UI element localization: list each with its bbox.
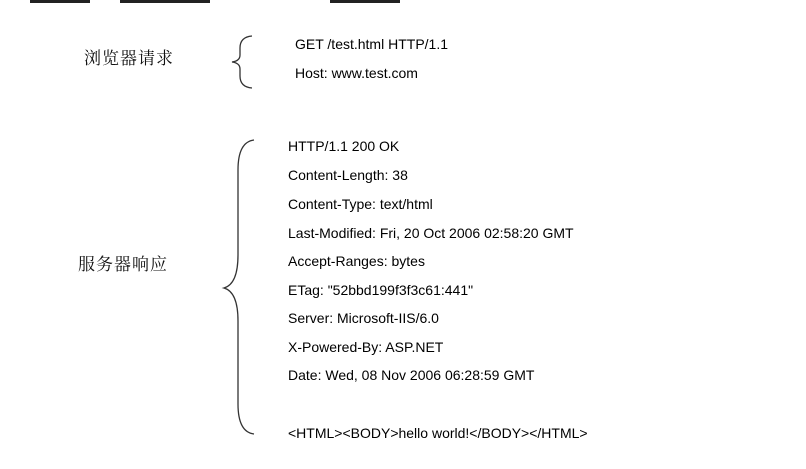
request-line: Host: www.test.com [295,65,418,81]
response-line: HTTP/1.1 200 OK [288,138,400,154]
response-line: Content-Length: 38 [288,167,408,183]
response-line: Content-Type: text/html [288,196,433,212]
response-line: X-Powered-By: ASP.NET [288,339,444,355]
response-label: 服务器响应 [78,255,168,275]
response-line: Date: Wed, 08 Nov 2006 06:28:59 GMT [288,367,535,383]
response-line: ETag: "52bbd199f3f3c61:441" [288,282,474,298]
response-line: <HTML><BODY>hello world!</BODY></HTML> [288,425,588,441]
request-line: GET /test.html HTTP/1.1 [295,36,449,52]
response-line: Accept-Ranges: bytes [288,253,425,269]
request-label: 浏览器请求 [84,49,174,69]
response-line: Last-Modified: Fri, 20 Oct 2006 02:58:20 GMT [288,225,574,241]
response-line: Server: Microsoft-IIS/6.0 [288,310,439,326]
